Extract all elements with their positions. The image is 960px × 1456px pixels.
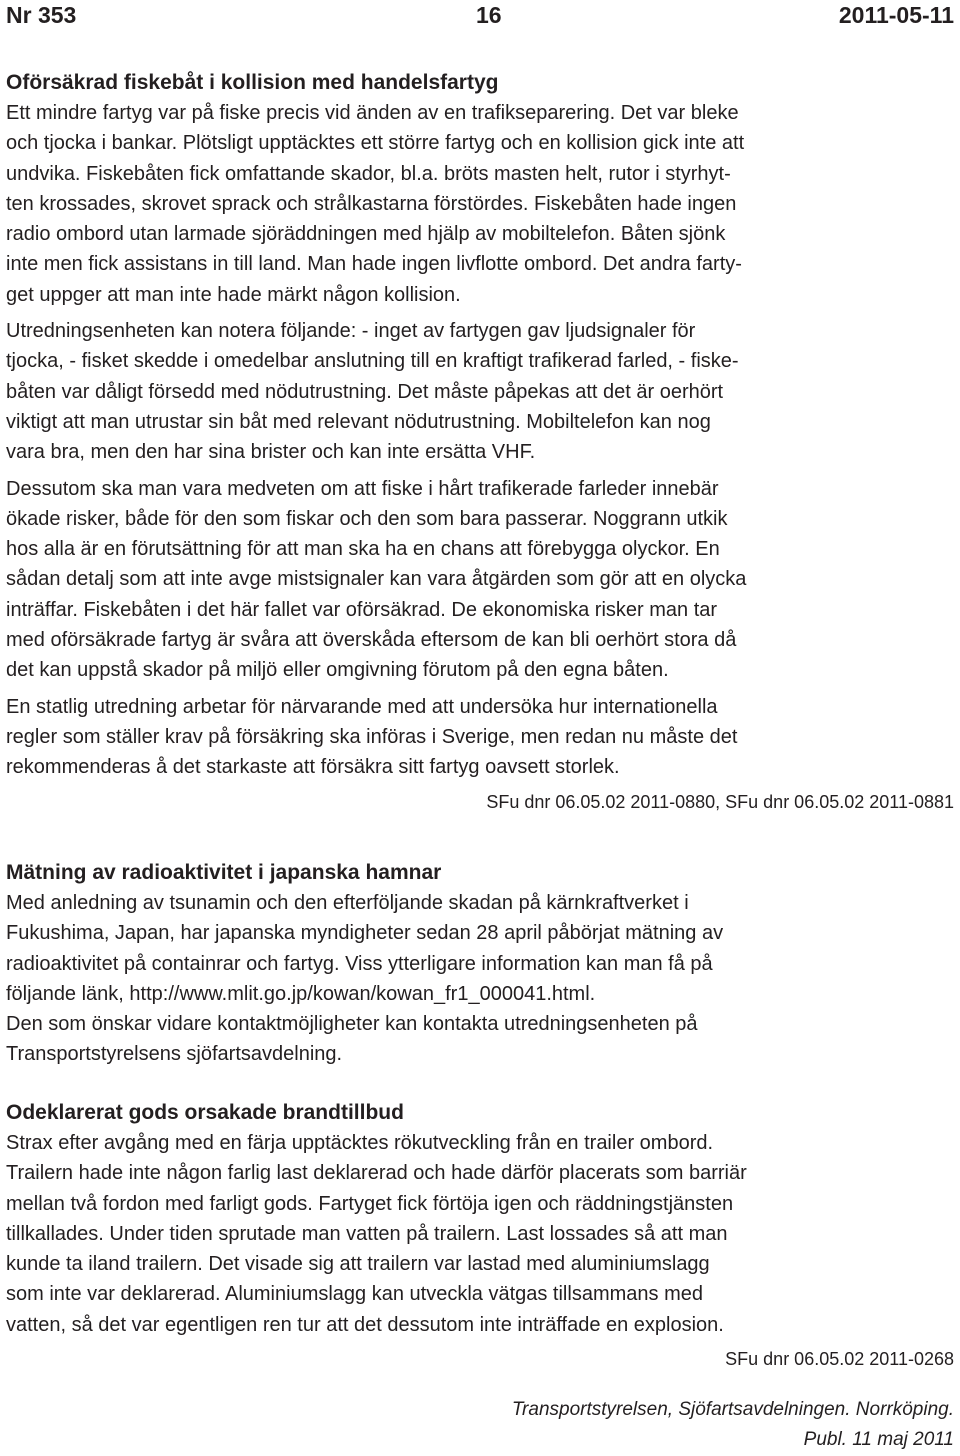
text-line: Ett mindre fartyg var på fiske precis vid änden av en trafikseparering. Det var bleke (6, 102, 739, 124)
text-line: följande länk, http://www.mlit.go.jp/kowan/kowan_fr1_000041.html. (6, 982, 596, 1005)
article-undeclared-cargo (6, 1098, 954, 1372)
case-reference: SFu dnr 06.05.02 2011-0880, SFu dnr 06.05.02 2011-0881 (486, 791, 954, 812)
issue-number: Nr 353 (6, 2, 77, 28)
text-line: inträffar. Fiskebåten i det här fallet var oförsäkrad. De ekonomiska risker man tar (6, 598, 718, 621)
article-title: Odeklarerat gods orsakade brandtillbud (6, 1101, 404, 1124)
article-collision (6, 68, 954, 815)
footer-publication-date: Publ. 11 maj 2011 (803, 1429, 954, 1450)
text-line: rekommenderas å det starkaste att försäkra sitt fartyg oavsett storlek. (6, 756, 620, 779)
text-line: Fukushima, Japan, har japanska myndigheter sedan 28 april påbörjat mätning av (6, 922, 724, 945)
text-line: med oförsäkrade fartyg är svåra att överskåda eftersom de kan bli oerhört stora då (6, 629, 737, 652)
text-line: get uppger att man inte hade märkt någon kollision. (6, 283, 461, 306)
text-line: regler som ställer krav på försäkring ska införas i Sverige, men redan nu måste det (6, 725, 738, 748)
text-line: Strax efter avgång med en färja upptäcktes rökutveckling från en trailer ombord. (6, 1132, 714, 1154)
text-line: En statlig utredning arbetar för närvarande med att undersöka hur internationella (6, 695, 718, 718)
text-line: mellan två fordon med farligt gods. Fartyget fick förtöja igen och räddningstjänsten (6, 1192, 734, 1215)
page-header (6, 2, 954, 34)
issue-date: 2011-05-11 (838, 2, 954, 28)
text-line: undvika. Fiskebåten fick omfattande skador, bl.a. bröts masten helt, rutor i styrhyt- (6, 162, 731, 185)
text-line: radio ombord utan larmade sjöräddningen med hjälp av mobiltelefon. Båten sjönk (6, 223, 726, 246)
text-line: vara bra, men den har sina brister och kan inte ersätta VHF. (6, 441, 536, 464)
text-line: Trailern hade inte någon farlig last deklarerad och hade därför placerats som barriär (6, 1162, 747, 1185)
article-title: Oförsäkrad fiskebåt i kollision med handelsfartyg (6, 71, 499, 94)
text-line: vatten, så det var egentligen ren tur att det dessutom inte inträffade en explosion. (6, 1313, 724, 1336)
text-line: radioaktivitet på containrar och fartyg. Viss ytterligare information kan man få på (6, 952, 713, 975)
text-line: båten var dåligt försedd med nödutrustning. Det måste påpekas att det är oerhört (6, 380, 724, 403)
page-number: 16 (476, 2, 502, 28)
text-line: som inte var deklarerad. Aluminiumslagg kan utveckla vätgas tillsammans med (6, 1283, 703, 1306)
text-line: inte men fick assistans in till land. Man hade ingen livflotte ombord. Det andra farty- (6, 253, 742, 276)
text-line: Transportstyrelsens sjöfartsavdelning. (6, 1043, 343, 1066)
case-reference: SFu dnr 06.05.02 2011-0268 (725, 1349, 954, 1370)
text-line: Med anledning av tsunamin och den efterföljande skadan på kärnkraftverket i (6, 892, 689, 914)
text-line: kunde ta iland trailern. Det visade sig att trailern var lastad med aluminiumslagg (6, 1253, 710, 1276)
document-page (6, 0, 954, 1456)
text-line: och tjocka i bankar. Plötsligt upptäcktes ett större fartyg och en kollision gick inte att (6, 132, 745, 155)
text-line: viktigt att man utrustar sin båt med relevant nödutrustning. Mobiltelefon kan nog (6, 410, 711, 433)
paragraph (6, 474, 954, 686)
paragraph (6, 316, 954, 467)
footer-publisher: Transportstyrelsen, Sjöfartsavdelningen. Norrköping. (511, 1399, 954, 1420)
text-line: ten krossades, skrovet sprack och strålkastarna förstördes. Fiskebåten hade ingen (6, 192, 737, 215)
text-line: tillkallades. Under tiden sprutade man vatten på trailern. Last lossades så att man (6, 1222, 728, 1245)
article-radioactivity (6, 858, 954, 1076)
text-line: ökade risker, både för den som fiskar och den som bara passerar. Noggrann utkik (6, 507, 728, 530)
paragraph (6, 692, 954, 783)
text-line: Dessutom ska man vara medveten om att fiske i hårt trafikerade farleder innebär (6, 477, 719, 500)
text-line: sådan detalj som att inte avge mistsignaler kan vara åtgärden som gör att en olycka (6, 568, 747, 591)
text-line: Den som önskar vidare kontaktmöjligheter kan kontakta utredningsenheten på (6, 1013, 698, 1036)
text-line: hos alla är en förutsättning för att man ska ha en chans att förebygga olyckor. En (6, 538, 720, 561)
text-line: Utredningsenheten kan notera följande: - inget av fartygen gav ljudsignaler för (6, 320, 696, 343)
text-line: det kan uppstå skador på miljö eller omgivning förutom på den egna båten. (6, 659, 669, 682)
paragraph (6, 1128, 954, 1340)
text-line: tjocka, - fisket skedde i omedelbar anslutning till en kraftigt trafikerad farled, - fiske- (6, 350, 739, 373)
paragraph (6, 98, 954, 310)
paragraph (6, 888, 954, 1070)
article-title: Mätning av radioaktivitet i japanska hamnar (6, 861, 442, 884)
